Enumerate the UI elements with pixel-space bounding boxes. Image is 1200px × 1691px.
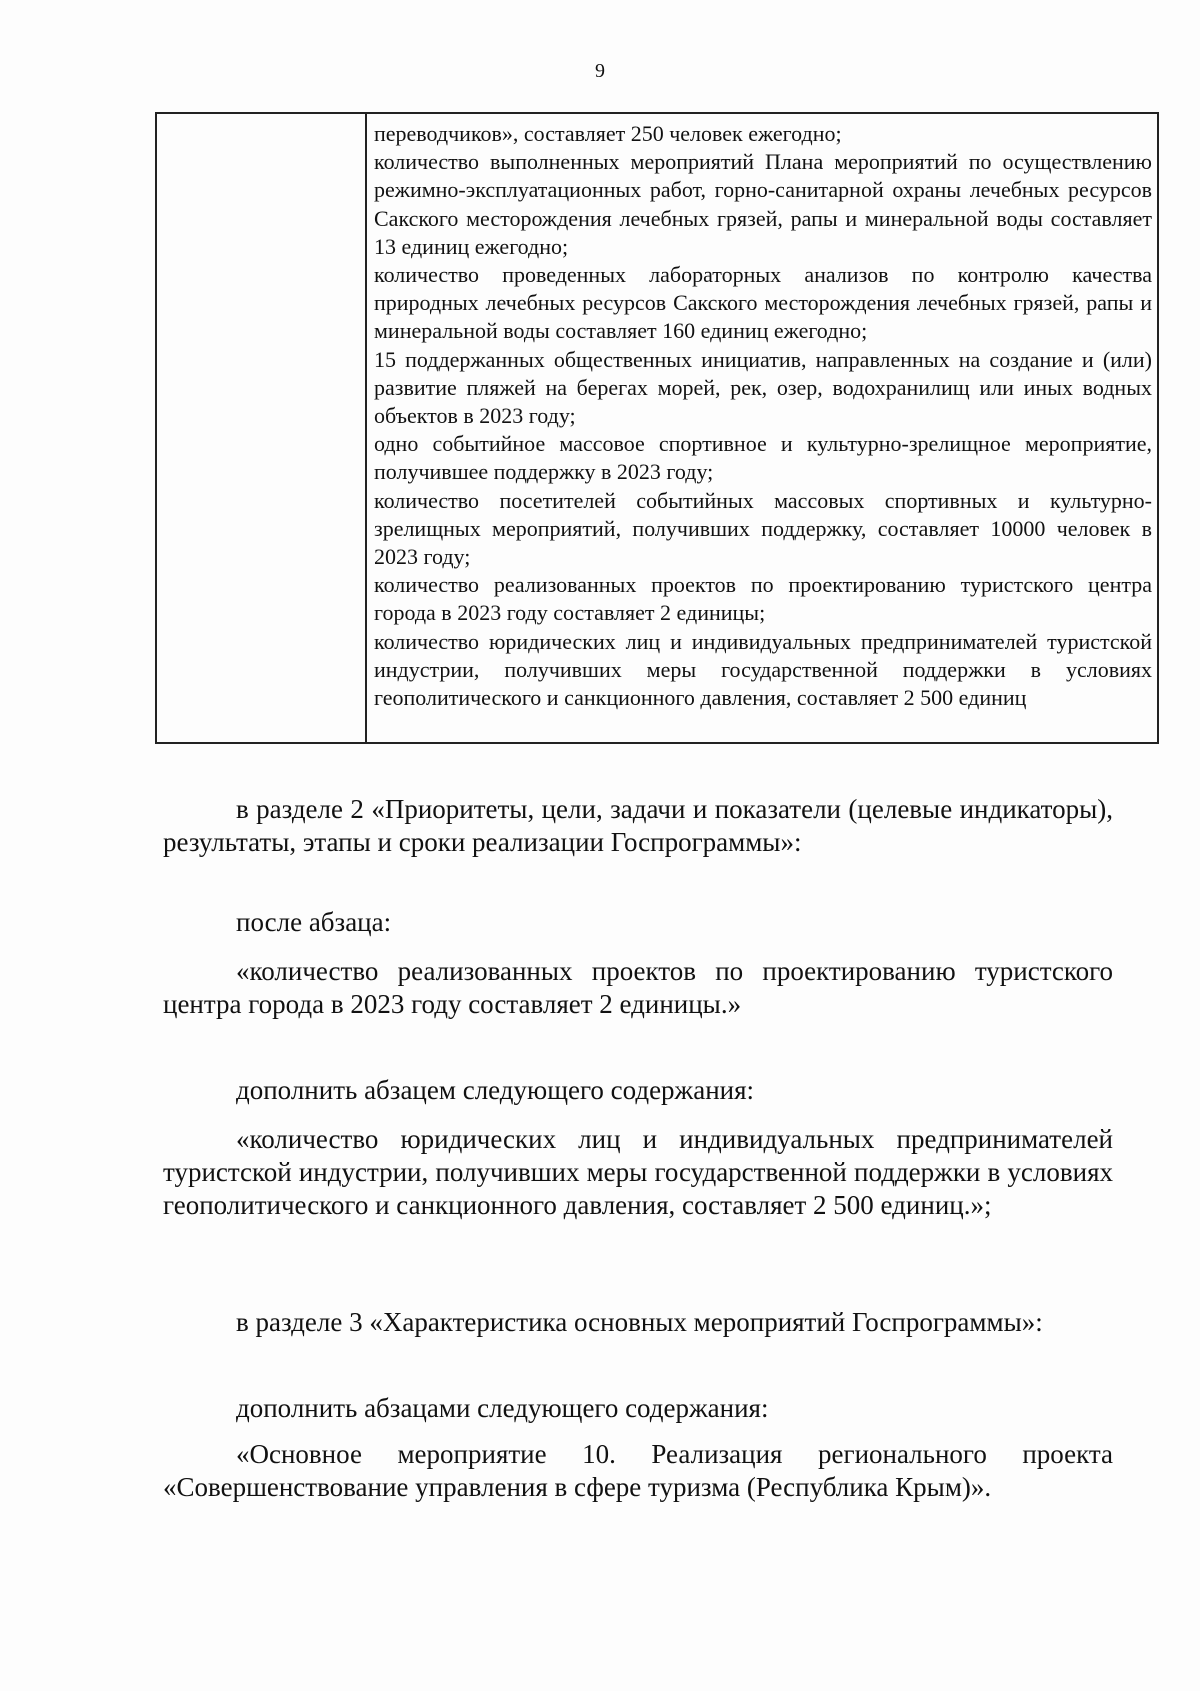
table-paragraph: количество выполненных мероприятий Плана мероприятий по осуществлению режимно-эксплуатационных работ, горно-санитарной охраны лечебных ресурсов Сакского месторождения лечебных грязей, рапы и минеральной воды составляет 13 единиц ежегодно; xyxy=(374,149,1152,259)
table-left-cell xyxy=(157,114,367,742)
new-paragraph-text xyxy=(163,1123,1113,1222)
paragraph-text: в разделе 3 «Характеристика основных мероприятий Госпрограммы»: xyxy=(236,1307,1043,1337)
page-number: 9 xyxy=(595,60,605,82)
paragraph-text: дополнить абзацем следующего содержания: xyxy=(236,1075,755,1105)
paragraph-text: «количество реализованных проектов по проектированию туристского центра города в 2023 году составляет 2 единицы.» xyxy=(163,956,1113,1019)
table-right-cell xyxy=(367,114,1157,742)
indicators-table xyxy=(155,112,1159,744)
supplement-label xyxy=(163,1074,1113,1107)
table-paragraph: переводчиков», составляет 250 человек ежегодно; xyxy=(374,121,842,146)
table-paragraph: количество юридических лиц и индивидуальных предпринимателей туристской индустрии, получивших меры государственной поддержки в условиях геополитического и санкционного давления, составляет 2 500 единиц xyxy=(374,628,1152,711)
paragraph-text: после абзаца: xyxy=(236,907,392,937)
paragraph-text: «количество юридических лиц и индивидуальных предпринимателей туристской индустрии, получивших меры государственной поддержки в условиях геополитического и санкционного давления, составляет 2 500 единиц.»; xyxy=(163,1124,1113,1220)
table-paragraph: 15 поддержанных общественных инициатив, направленных на создание и (или) развитие пляжей на берегах морей, рек, озер, водохранилищ или иных водных объектов в 2023 году; xyxy=(374,346,1152,429)
section-2-intro xyxy=(163,793,1113,859)
table-paragraph: одно событийное массовое спортивное и культурно-зрелищное мероприятие, получившее поддержку в 2023 году; xyxy=(374,431,1152,485)
quoted-paragraph xyxy=(163,955,1113,1021)
section-3-intro xyxy=(163,1306,1113,1339)
main-event-10 xyxy=(163,1438,1113,1504)
after-paragraph-label xyxy=(163,906,1113,939)
supplement-plural-label xyxy=(163,1392,1113,1425)
paragraph-text: «Основное мероприятие 10. Реализация регионального проекта «Совершенствование управления в сфере туризма (Республика Крым)». xyxy=(163,1439,1113,1502)
paragraph-text: дополнить абзацами следующего содержания: xyxy=(236,1393,769,1423)
table-paragraph: количество реализованных проектов по проектированию туристского центра города в 2023 году составляет 2 единицы; xyxy=(374,572,1152,626)
table-paragraph: количество посетителей событийных массовых спортивных и культурно-зрелищных мероприятий, получивших поддержку, составляет 10000 человек в 2023 году; xyxy=(374,487,1152,570)
table-paragraph: количество проведенных лабораторных анализов по контролю качества природных лечебных ресурсов Сакского месторождения лечебных грязей, рапы и минеральной воды составляет 160 единиц ежегодно; xyxy=(374,262,1152,344)
paragraph-text: в разделе 2 «Приоритеты, цели, задачи и показатели (целевые индикаторы), результаты, этапы и сроки реализации Госпрограммы»: xyxy=(163,794,1113,857)
